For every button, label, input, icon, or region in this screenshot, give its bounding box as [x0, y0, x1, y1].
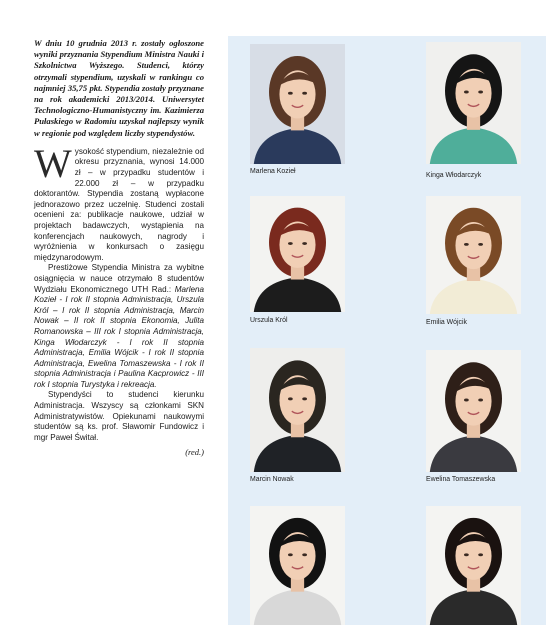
article-body: [34, 140, 205, 458]
eye-shape: [478, 399, 483, 402]
photo-caption: Marcin Nowak: [250, 476, 294, 483]
eye-shape: [478, 243, 483, 246]
portrait-photo: [426, 42, 521, 164]
photo-caption: Ewelina Tomaszewska: [426, 476, 496, 483]
photo-caption: Marlena Kozieł: [250, 168, 296, 175]
paragraph-2-intro: Prestiżowe Stypendia Ministra za wybitne osiągnięcia w nauce otrzymało 8 studentów Wydziału Ekonomicznego UTH Rad.:: [34, 263, 204, 294]
photo-caption: Emilia Wójcik: [426, 319, 467, 326]
paragraph-3: Stypendyści to studenci kierunku Administracja. Wszyscy są członkami SKN Administratywistów. Opiekunami naukowymi studentów są ks. prof. Sławomir Fundowicz i mgr Paweł Świtał.: [34, 390, 204, 442]
eye-shape: [464, 553, 469, 556]
eye-shape: [288, 553, 293, 556]
eye-shape: [464, 243, 469, 246]
photo-caption: Kinga Włodarczyk: [426, 172, 482, 179]
portrait-illustration: [426, 42, 521, 164]
portrait-illustration: [426, 506, 521, 625]
signature: (red.): [185, 447, 204, 458]
scholars-list: Marlena Kozieł - I rok II stopnia Administracja, Urszula Król – I rok II stopnia Administracja, Marcin Nowak – II rok II stopnia Ekonomia, Julita Romanowska – III rok I stopnia Administracja, Kinga Włodarczyk - I rok II stopnia Administracja, Emilia Wójcik - I rok II stopnia Administracja, Ewelina Tomaszewska - I rok II stopnia Administracja i Paulina Kacprowicz - III rok I stopnia Turystyka i rekreacja.: [34, 284, 205, 389]
portrait-illustration: [250, 348, 345, 472]
portrait-illustration: [426, 350, 521, 472]
eye-shape: [288, 92, 293, 95]
portrait-photo: [426, 350, 521, 472]
eye-shape: [464, 91, 469, 94]
eye-shape: [288, 397, 293, 400]
portrait-photo: [426, 196, 521, 314]
article-column: [34, 38, 204, 458]
eye-shape: [302, 242, 307, 245]
portrait-illustration: [426, 196, 521, 314]
eye-shape: [478, 91, 483, 94]
paragraph-2: [34, 263, 204, 390]
portrait-photo: [250, 506, 345, 625]
eye-shape: [302, 397, 307, 400]
photo-panel: [228, 36, 546, 625]
article-lead: W dniu 10 grudnia 2013 r. zostały ogłoszone wyniki przyznania Stypendium Ministra Nauki i Szkolnictwa Wyższego. Studenci, którzy otrzymali stypendium, uzyskali w rankingu co najmniej 35,75 pkt. Stypendia zostały przyznane na rok akademicki 2013/2014. Uniwersytet Technologiczno-Humanistyczny im. Kazimierza Pułaskiego w Radomiu uzyskał najlepszy wynik w regionie pod względem liczby stypendystów.: [34, 38, 204, 138]
portrait-photo: [250, 348, 345, 472]
portrait-photo: [426, 506, 521, 625]
photo-caption: Urszula Król: [250, 317, 288, 324]
eye-shape: [302, 92, 307, 95]
paragraph-1-text: ysokość stypendium, niezależnie od okresu przyznania, wynosi 14.000 zł – w przypadku studentów i 22.000 zł – w przypadku doktorantów. Stypendia zostaną wypłacone jednorazowo przez uczelnię. Studenci zostali ocenieni za: publikacje naukowe, udział w projektach badawczych, wystąpienia na konferencjach naukowych, nagrody i wyróżnienia w konkursach o zasięgu międzynarodowym.: [34, 146, 204, 262]
portrait-illustration: [250, 506, 345, 625]
eye-shape: [464, 399, 469, 402]
portrait-photo: [250, 44, 345, 164]
eye-shape: [288, 242, 293, 245]
eye-shape: [302, 553, 307, 556]
drop-cap: W: [34, 140, 72, 186]
paragraph-1: [34, 140, 204, 264]
portrait-illustration: [250, 196, 345, 312]
portrait-photo: [250, 196, 345, 312]
portrait-illustration: [250, 44, 345, 164]
eye-shape: [478, 553, 483, 556]
